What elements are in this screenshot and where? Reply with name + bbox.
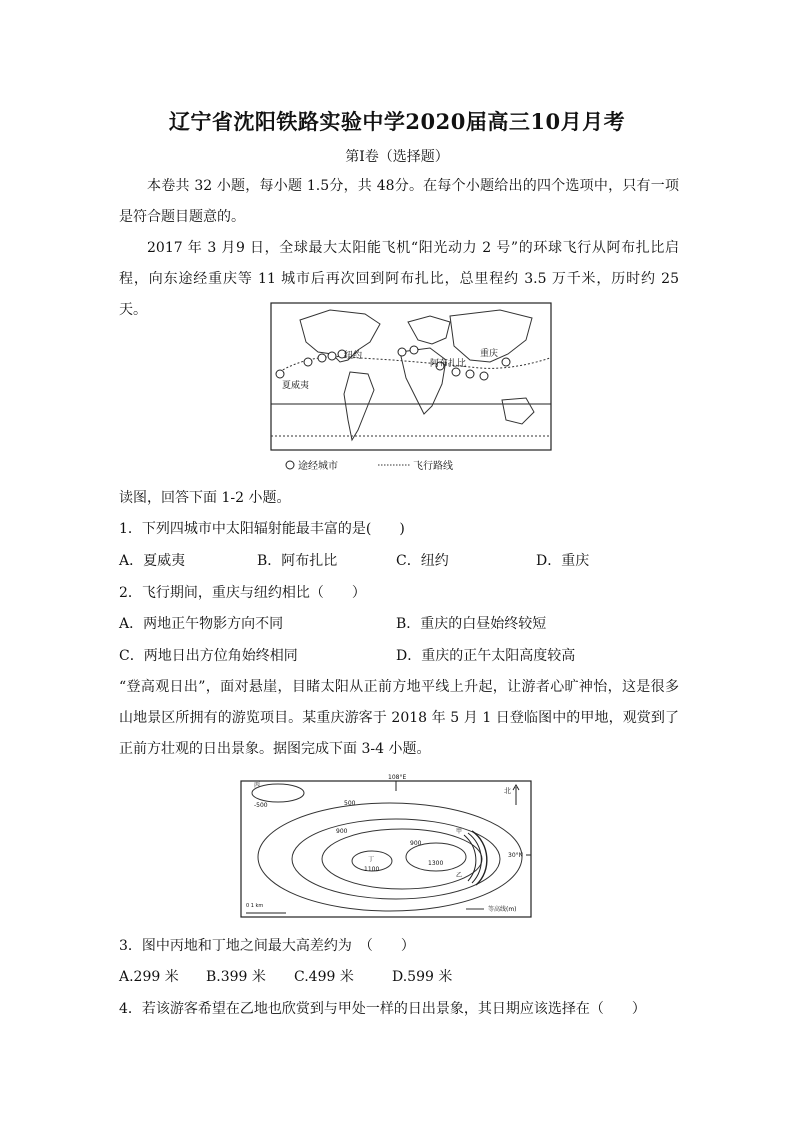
passage-sunrise: “登高观日出”，面对悬崖，目睹太阳从正前方地平线上升起，让游者心旷神怡，这是很多山地景区所拥有的游览项目。某重庆游客于 2018 年 5 月 1 日登临图中的甲地，观赏到了正前方壮观的日出景象。据图完成下面 3-4 小题。 xyxy=(119,679,679,757)
section-subtitle: 第Ⅰ卷（选择题） xyxy=(345,149,449,165)
q1-option-d[interactable]: D．重庆 xyxy=(536,553,590,569)
city-marker xyxy=(304,358,312,366)
jia-label: 甲 xyxy=(456,828,463,835)
q2-option-a[interactable]: A．两地正午物影方向不同 xyxy=(119,616,284,632)
legend-city-label: 途经城市 xyxy=(298,461,338,472)
contour-label-900: 900 xyxy=(336,828,348,835)
city-marker xyxy=(410,346,418,354)
q1-option-a[interactable]: A．夏威夷 xyxy=(119,553,186,569)
contour-label-500: 500 xyxy=(344,800,356,807)
hawaii-city-marker xyxy=(276,370,284,378)
legend-route-label: 飞行路线 xyxy=(413,461,453,472)
abudhabi-label: 阿布扎比 xyxy=(430,359,467,369)
q3-option-a[interactable]: A.299 米 xyxy=(119,969,179,985)
chongqing-label: 重庆 xyxy=(480,349,499,359)
contour-label-500-bing: -500 xyxy=(254,802,268,809)
q2-option-d[interactable]: D．重庆的正午太阳高度较高 xyxy=(396,648,576,664)
page-title: 辽宁省沈阳铁路实验中学2020届高三10月月考 xyxy=(168,109,626,134)
passage-solar-plane: 2017 年 3 月9 日，全球最大太阳能飞机“阳光动力 2 号”的环球飞行从阿布扎比启程，向东途经重庆等 11 城市后再次回到阿布扎比，总里程约 3.5 万千米，历时约 25 天。 xyxy=(119,240,679,318)
city-marker xyxy=(466,370,474,378)
q3-option-c[interactable]: C.499 米 xyxy=(294,969,354,985)
newyork-city-marker xyxy=(328,352,336,360)
city-marker xyxy=(318,354,326,362)
read-prompt: 读图，回答下面 1-2 小题。 xyxy=(119,490,291,506)
yi-label: 乙 xyxy=(456,872,463,879)
bing-label: 丙 xyxy=(254,782,261,789)
q1-option-c[interactable]: C．纽约 xyxy=(396,553,449,569)
q2-option-c[interactable]: C．两地日出方位角始终相同 xyxy=(119,648,298,664)
north-label: 北 xyxy=(504,787,511,795)
question-4-stem: 4．若该游客希望在乙地也欣赏到与甲处一样的日出景象，其日期应该选择在（ ） xyxy=(119,1001,646,1017)
question-2-stem: 2．飞行期间，重庆与纽约相比（ ） xyxy=(119,585,366,601)
contour-legend-label: 等高线(m) xyxy=(488,906,517,913)
latitude-label: 30°N xyxy=(508,852,524,859)
q1-option-b[interactable]: B．阿布扎比 xyxy=(257,553,338,569)
contour-map xyxy=(240,773,532,919)
q2-option-b[interactable]: B．重庆的白昼始终较短 xyxy=(396,616,547,632)
question-1-stem: 1．下列四城市中太阳辐射能最丰富的是( ) xyxy=(119,521,405,537)
newyork-label: 纽约 xyxy=(344,351,363,361)
contour-label-1300: 1300 xyxy=(428,860,444,867)
scale-label: 0 1 km xyxy=(246,903,264,909)
city-marker xyxy=(452,368,460,376)
hawaii-label: 夏威夷 xyxy=(282,381,310,391)
legend-city-icon xyxy=(286,461,294,469)
intro-paragraph: 本卷共 32 小题，每小题 1.5分，共 48分。在每个小题给出的四个选项中，只有一项是符合题目题意的。 xyxy=(119,178,679,225)
ding-label: 丁 xyxy=(368,856,375,863)
longitude-label: 108°E xyxy=(388,774,407,781)
chongqing-city-marker xyxy=(502,358,510,366)
world-flight-map xyxy=(270,302,552,477)
city-marker xyxy=(398,348,406,356)
q3-option-b[interactable]: B.399 米 xyxy=(206,969,266,985)
contour-label-1100: 1100 xyxy=(364,866,380,873)
q3-option-d[interactable]: D.599 米 xyxy=(392,969,453,985)
contour-label-900-b: 900 xyxy=(410,840,422,847)
question-3-stem: 3．图中丙地和丁地之间最大高差约为 （ ） xyxy=(119,938,415,954)
city-marker xyxy=(480,372,488,380)
map-frame xyxy=(271,303,551,450)
